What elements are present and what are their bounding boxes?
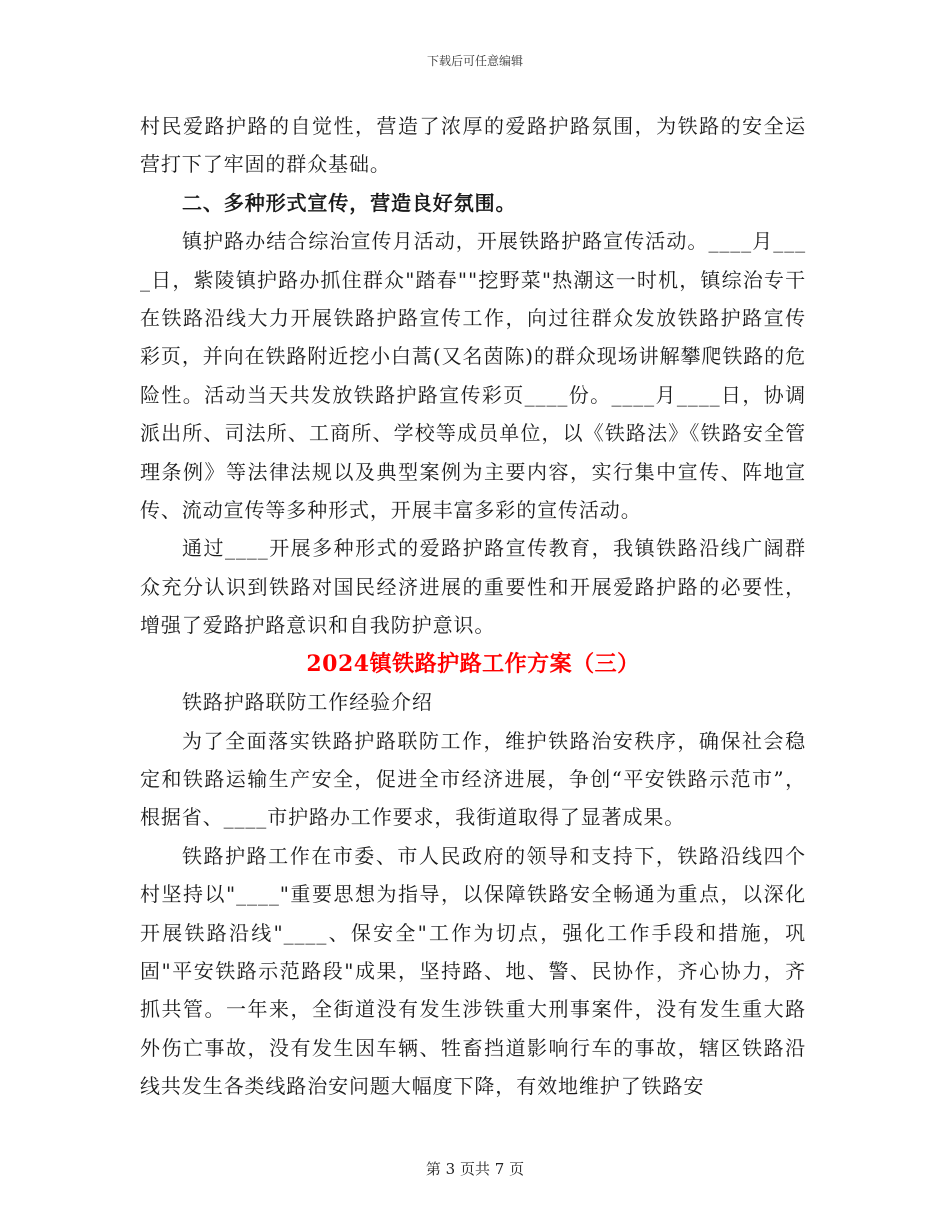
paragraph-continuation: 村民爱路护路的自觉性，营造了浓厚的爱路护路氛围，为铁路的安全运营打下了牢固的群众基础。 (140, 114, 806, 177)
paragraph-work-summary: 铁路护路工作在市委、市人民政府的领导和支持下，铁路沿线四个村坚持以"____"重要思想为指导，以保障铁路安全畅通为重点，以深化开展铁路沿线"____、保安全"工作为切点，强化工作手段和措施，巩固"平安铁路示范路段"成果，坚持路、地、警、民协作，齐心协力，齐抓共管。一年来，全街道没有发生涉铁重大刑事案件，没有发生重大路外伤亡事故，没有发生因车辆、牲畜挡道影响行车的事故，辖区铁路沿线共发生各类线路治安问题大幅度下降，有效地维护了铁路安 (140, 843, 806, 1099)
page-header-note: 下载后可任意编辑 (426, 54, 523, 68)
document-body (140, 107, 806, 1106)
section-heading-2: 二、多种形式宣传，营造良好氛围。 (182, 190, 517, 215)
paragraph-intro: 为了全面落实铁路护路联防工作，维护铁路治安秩序，确保社会稳定和铁路运输生产安全，促进全市经济进展，争创“平安铁路示范市”，根据省、____市护路办工作要求，我街道取得了显著成果。 (140, 728, 806, 830)
section-title: 2024镇铁路护路工作方案（三） (306, 650, 640, 677)
paragraph-publicity-activities: 镇护路办结合综治宣传月活动，开展铁路护路宣传活动。____月____日，紫陵镇护路办抓住群众"踏春""挖野菜"热潮这一时机，镇综治专干在铁路沿线大力开展铁路护路宣传工作，向过往群众发放铁路护路宣传彩页，并向在铁路附近挖小白蒿(又名茵陈)的群众现场讲解攀爬铁路的危险性。活动当天共发放铁路护路宣传彩页____份。____月____日，协调派出所、司法所、工商所、学校等成员单位，以《铁路法》《铁路安全管理条例》等法律法规以及典型案例为主要内容，实行集中宣传、阵地宣传、流动宣传等多种形式，开展丰富多彩的宣传活动。 (140, 229, 806, 523)
page-number: 第 3 页共 7 页 (425, 1160, 525, 1178)
paragraph-publicity-results: 通过____开展多种形式的爱路护路宣传教育，我镇铁路沿线广阔群众充分认识到铁路对国民经济进展的重要性和开展爱路护路的必要性，增强了爱路护路意识和自我防护意识。 (140, 536, 806, 638)
paragraph-subtitle: 铁路护路联防工作经验介绍 (182, 690, 433, 715)
